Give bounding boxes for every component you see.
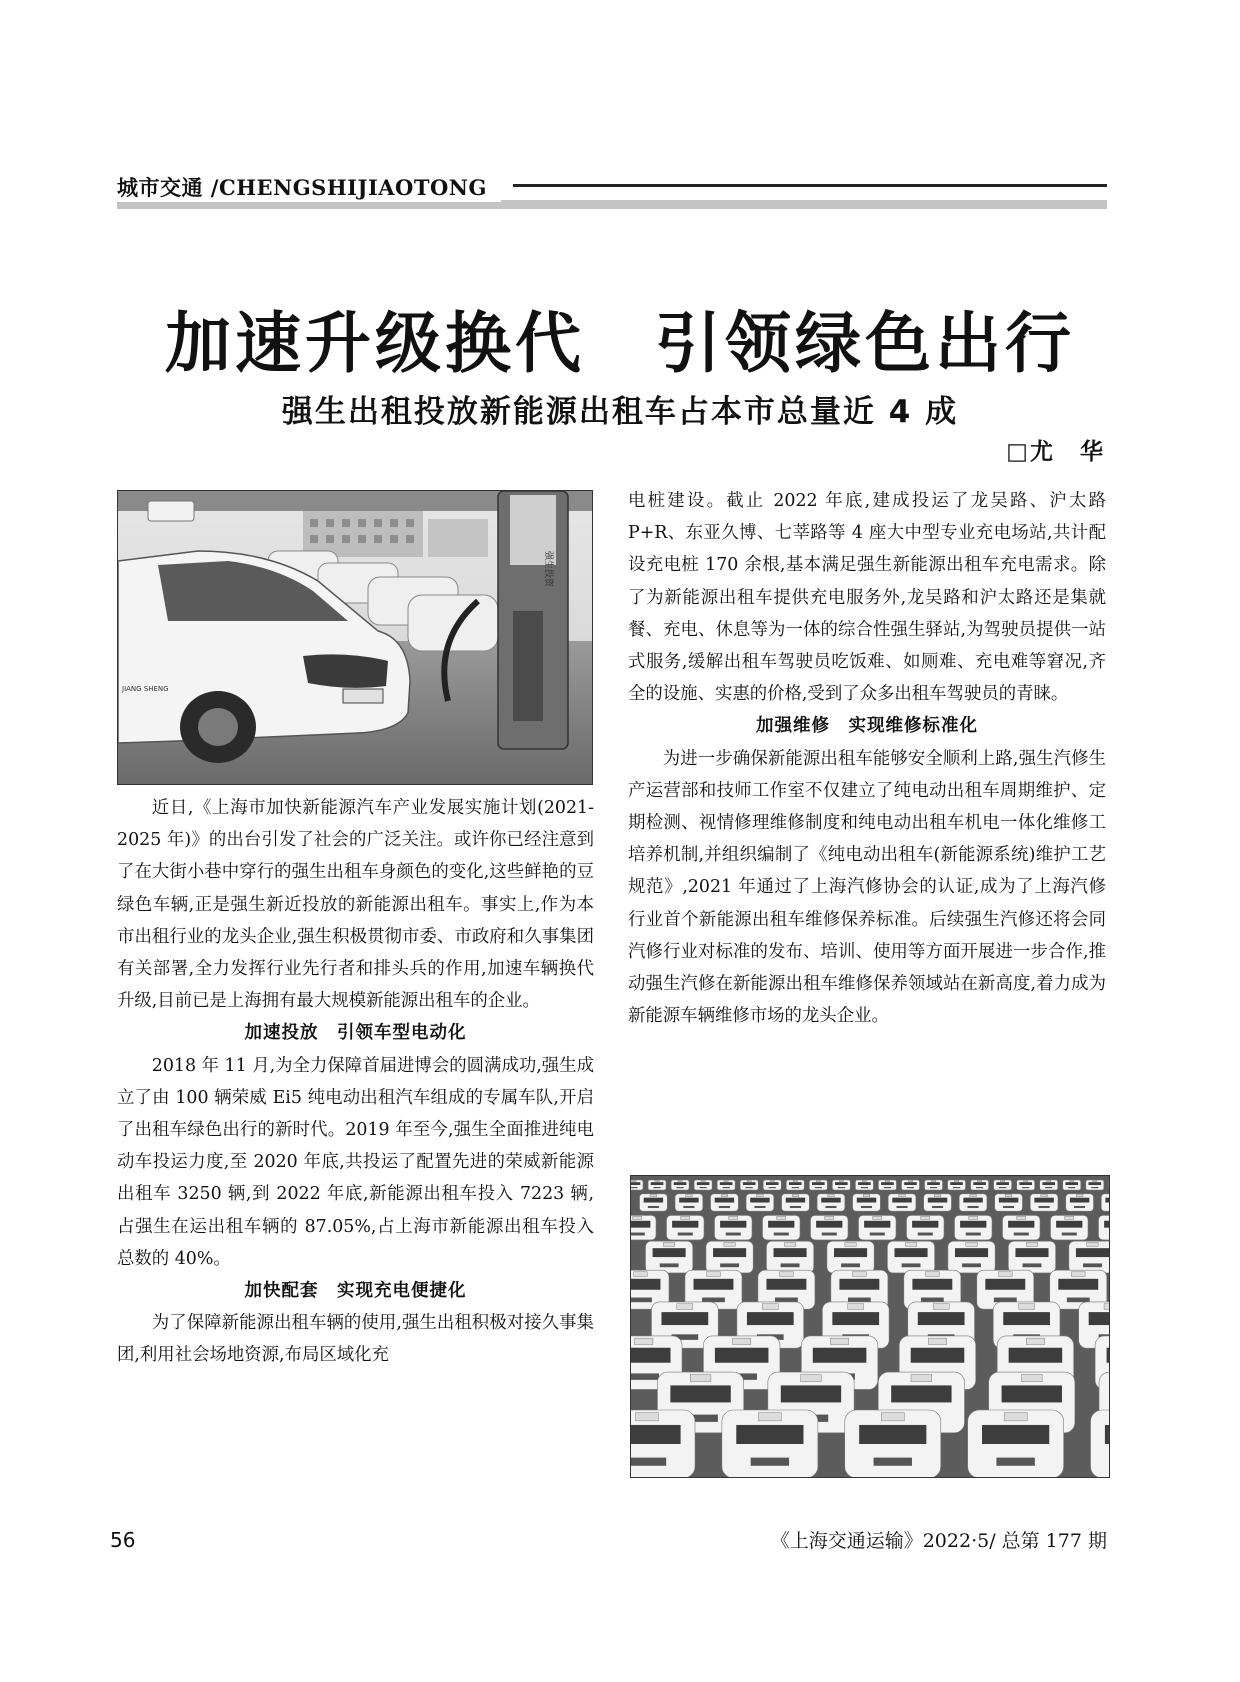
paragraph-intro: 近日,《上海市加快新能源汽车产业发展实施计划(2021-2025 年)》的出台引发了社会的广泛关注。或许你已经注意到了在大街小巷中穿行的强生出租车身颜色的变化,这些鲜艳的豆绿色车辆,正是强生新近投放的新能源出租车。事实上,作为本市出租行业的龙头企业,强生积极贯彻市委、市政府和久事集团有关部署,全力发挥行业先行者和排头兵的作用,加速车辆换代升级,目前已是上海拥有最大规模新能源出租车的企业。 [117,798,594,1012]
taxi-car [809,1180,827,1190]
taxi-car [740,1180,758,1190]
taxi-car [1069,1241,1109,1273]
taxi-car [971,1180,989,1190]
taxi-car [1003,1215,1041,1240]
photo-taxis-charging [117,490,593,785]
taxi-car [859,1215,897,1240]
taxi-car [959,1194,987,1211]
taxi-car [1066,1194,1094,1211]
taxi-car [706,1241,753,1273]
paragraph-2: 2018 年 11 月,为全力保障首届进博会的圆满成功,强生成立了由 100 辆荣威 Ei5 纯电动出租汽车组成的专属车队,开启了出租车绿色出行的新时代。2019 年至今,强生全面推进纯电动车投运力度,至 2020 年底,共投运了配置先进的荣威新能源出租车 3250 辆,到 2022 年底,新能源出租车投入 7223 辆,占强生在运出租车辆的 87.05%,占上海市新能源出租车投入总数的 40%。 [117,1055,594,1269]
car-brand-text: JIANG SHENG [122,685,169,693]
taxi-car [925,1180,943,1190]
section-heading-1: 加速投放 引领车型电动化 [244,1023,467,1044]
taxi-car [631,1180,643,1190]
page-number: 56 [110,1528,136,1552]
taxi-car [717,1180,735,1190]
article-author: □尤 华 [1006,439,1105,465]
section-heading-2: 加快配套 实现充电便捷化 [244,1281,467,1302]
taxi-car [948,1241,995,1273]
taxi-car [766,1241,813,1273]
taxi-car [924,1194,952,1211]
taxi-car [994,1180,1012,1190]
taxi-car [763,1180,781,1190]
taxi-car [948,1180,966,1190]
taxi-car [832,1180,850,1190]
taxi-car [811,1215,849,1240]
journal-info: 《上海交通运输》2022·5/ 总第 177 期 [770,1530,1107,1552]
taxi-car [675,1194,703,1211]
photo-taxi-parking-lot-illustration [631,1176,1109,1477]
section-label: 城市交通 /CHENGSHIJIAOTONG [117,172,501,202]
charger-text: 强生投资 [543,551,553,588]
paragraph-3: 为了保障新能源出租车辆的使用,强生出租积极对接久事集团,利用社会场地资源,布局区域化充 [117,1313,594,1366]
taxi-car [786,1180,804,1190]
taxi-car [1040,1180,1058,1190]
left-column [117,792,594,1372]
taxi-car [1101,1194,1109,1211]
section-heading-3: 加强维修 实现维修标准化 [756,716,978,737]
taxi-car [645,1241,692,1273]
taxi-car [1030,1194,1058,1211]
paragraph-4: 为进一步确保新能源出租车能够安全顺利上路,强生汽修生产运营部和技师工作室不仅建立了纯电动出租车周期维护、定期检测、视情修理维修制度和纯电动出租车机电一体化维修工培养机制,并组织编制了《纯电动出租车(新能源系统)维护工艺规范》,2021 年通过了上海汽修协会的认证,成为了上海汽修行业首个新能源出租车维修保养标准。后续强生汽修还将会同汽修行业对标准的发布、培训、使用等方面开展进一步合作,推动强生汽修在新能源出租车维修保养领域站在新高度,着力成为新能源车辆维修市场的龙头企业。 [628,748,1106,1027]
taxi-car [667,1215,705,1240]
taxi-car [1091,1410,1109,1477]
taxi-car [827,1241,874,1273]
section-header [117,170,1107,210]
taxi-car [1017,1180,1035,1190]
taxi-car [711,1194,739,1211]
taxi-car [694,1180,712,1190]
taxi-car [715,1215,753,1240]
taxi-car [907,1215,945,1240]
taxi-car [955,1215,993,1240]
taxi-car [648,1180,666,1190]
header-rule [513,184,1107,187]
taxi-car [640,1194,668,1211]
paragraph-3-continued: 电桩建设。截止 2022 年底,建成投运了龙吴路、沪太路 P+R、东亚久博、七莘路等 4 座大中型专业充电场站,共计配设充电桩 170 余根,基本满足强生新能源出租车充电需求。除了为新能源出租车提供充电服务外,龙吴路和沪太路还是集就餐、充电、休息等为一体的综合性强生驿站,为驾驶员提供一站式服务,缓解出租车驾驶员吃饭难、如厕难、充电难等窘况,齐全的设施、实惠的价格,受到了众多出租车驾驶员的青睐。 [628,491,1106,705]
taxi-car [631,1215,656,1240]
taxi-car [968,1410,1064,1477]
taxi-car [1063,1180,1081,1190]
article-subtitle: 强生出租投放新能源出租车占本市总量近 4 成 [281,394,959,430]
taxi-car [878,1180,896,1190]
taxi-car [995,1194,1023,1211]
article-title: 加速升级换代 引领绿色出行 [165,304,1075,382]
taxi-car [1051,1215,1089,1240]
taxi-car [853,1194,881,1211]
taxi-car [782,1194,810,1211]
taxi-car [855,1180,873,1190]
photo-taxis-charging-illustration [118,491,592,784]
taxi-car [1008,1241,1055,1273]
taxi-car [887,1241,934,1273]
taxi-car [722,1410,818,1477]
photo-taxi-parking-lot [630,1175,1110,1478]
taxi-car [631,1410,695,1477]
taxi-car [1086,1180,1104,1190]
taxi-car [763,1215,801,1240]
taxi-car [1099,1215,1110,1240]
taxi-car [888,1194,916,1211]
taxi-car [746,1194,774,1211]
right-column [628,485,1106,1032]
taxi-car [671,1180,689,1190]
taxi-car [901,1180,919,1190]
taxi-car [817,1194,845,1211]
taxi-car [845,1410,941,1477]
